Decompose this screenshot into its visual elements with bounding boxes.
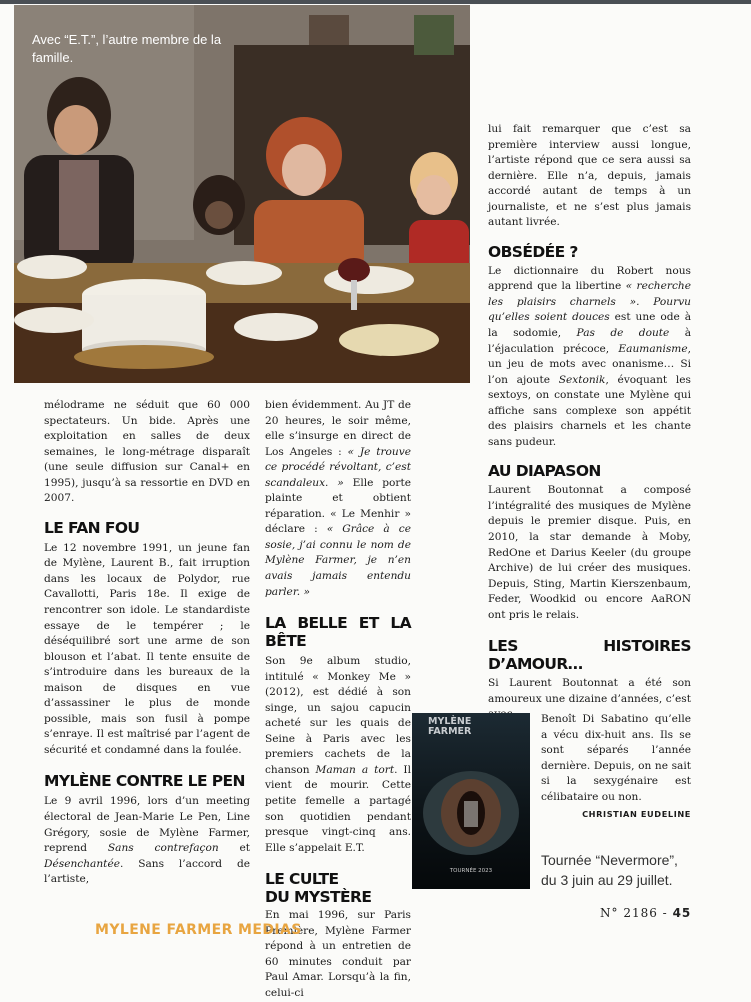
paragraph: Si Laurent Boutonnat a été son amoureux une dizaine d’années, c’est [488,677,691,705]
paragraph: mélodrame ne séduit que 60 000 spectateurs. Un bide. Après une exploitation en salles de deux semaines, le long-métrage disparaît (une seule diffusion sur Canal+ en 1995), jusqu’à sa ressortie en DVD en 2007. [44,399,250,505]
paragraph: lui fait remarquer que c’est sa première interview aussi longue, l’artiste répond que ce sera aussi sa dernière. Elle n’a, depuis, jamais accordé autant de temps à un journaliste, et ne s’est plus jamais autant livrée. [488,123,691,229]
tour-poster [412,713,530,889]
page-number: N° 2186 - 45 [600,906,692,920]
paragraph: Le 12 novembre 1991, un jeune fan de Mylène, Laurent B., fait irruption dans les locaux de Polydor, rue Cavallotti, Paris 18e. Il exige de rencontrer son idole. Le standardiste essaye de le tempérer ; le déséquilibré sort une arme de son blouson et l’abat. Il tente ensuite de s’introduire dans les bureaux de la maison de disques en vue d’assassiner le plus de monde possible, mais son fusil à pompe s’enraye. Il est maîtrisé par l’agent de sécurité et condamné dans la foulée. [44,541,250,756]
paragraph: Laurent Boutonnat a composé l’intégralité des musiques de Mylène depuis le premier disque. Puis, en 2010, la star demande à Moby, RedOne et Darius Keeler (du groupe Archive) de lui créer des musiques. Depuis, Sting, Martin Kierszenbaum, Feder, Woodkid ou encore AaRON ont pris le relais. [488,484,691,621]
heading-les-histoires-d-amour: LES HISTOIRES D’AMOUR… [488,637,691,674]
paragraph: Le dictionnaire du Robert nous apprend que la libertine « recherche les plaisirs charnels ». Pourvu qu’elles soient douces est une ode à la sodomie, Pas de doute à l’éjaculation précoce, Eaumanisme, un jeu de mots avec onanisme… Si l’on ajoute Sextonik, évoquant les sextoys, on constate une Mylène qui affiche sans complexe son appétit des plaisirs charnels et les chante sans pudeur. [488,264,692,448]
paragraph: bien évidemment. Au JT de 20 heures, le soir même, elle s’insurge en direct de Los Angeles : « Je trouve ce procédé révoltant, c’est scandaleux. » Elle porte plainte et obtient réparation. « Le Menhir » déclare : « Grâce à ce sosie, j’ai connu le nom de Mylène Farmer, je n’en avais jamais entendu parler. » [265,399,411,598]
author-credit: CHRISTIAN EUDELINE [582,809,691,820]
heading-au-diapason: AU DIAPASON [488,462,601,481]
heading-mylene-contre-le-pen: MYLÈNE CONTRE LE PEN [44,772,245,791]
paragraph: Le 9 avril 1996, lors d’un meeting électoral de Jean-Marie Le Pen, Line Grégory, sosie de Mylène Farmer, reprend Sans contrefaçon et Désenchantée. Sans l’accord de l’artiste, [44,795,251,886]
paragraph: En mai 1996, sur Paris Première, Mylène Farmer répond à un entretien de 60 minutes conduit par Paul Amar. Lorsqu’à la fin, celui-ci [265,909,411,999]
heading-la-belle-et-la-bete: LA BELLE ET LA BÊTE [265,614,411,651]
photo-caption: Avec “E.T.”, l’autre membre de la famille. [32,32,222,65]
paragraph: Benoît Di Sabatino qu’elle a vécu dix-huit ans. Ils se sont séparés l’année dernière. Depuis, on ne sait si la sexygénaire est célibataire ou non. [541,713,691,803]
heading-le-culte-du-mystere: LE CULTE DU MYSTÈRE [265,870,372,907]
column-1 [44,398,250,888]
poster-caption: Tournée “Nevermore”, du 3 juin au 29 juillet. [541,852,678,888]
poster-title: MYLÈNE FARMER [428,716,472,737]
poster-bottom-text: TOURNÉE 2023 [449,868,493,874]
paragraph: Son 9e album studio, intitulé « Monkey Me » (2012), est dédié à son singe, un sajou capucin acheté sur les quais de Seine à Paris avec les premiers cachets de la chanson Maman a tort. Il vient de mourir. Cette petite femelle a partagé son quotidien pendant presque vingt-cinq ans. Elle s’appelait E.T. [265,655,412,854]
heading-obsedee: OBSÉDÉE ? [488,242,578,261]
column-3 [488,122,691,723]
heading-fan-fou: LE FAN FOU [44,518,140,537]
poster-eye-icon [412,713,530,889]
watermark: MYLENE FARMER MEDIAS [95,922,302,938]
column-3-continued [541,712,691,823]
column-2 [265,398,411,1002]
top-bar [0,0,751,4]
